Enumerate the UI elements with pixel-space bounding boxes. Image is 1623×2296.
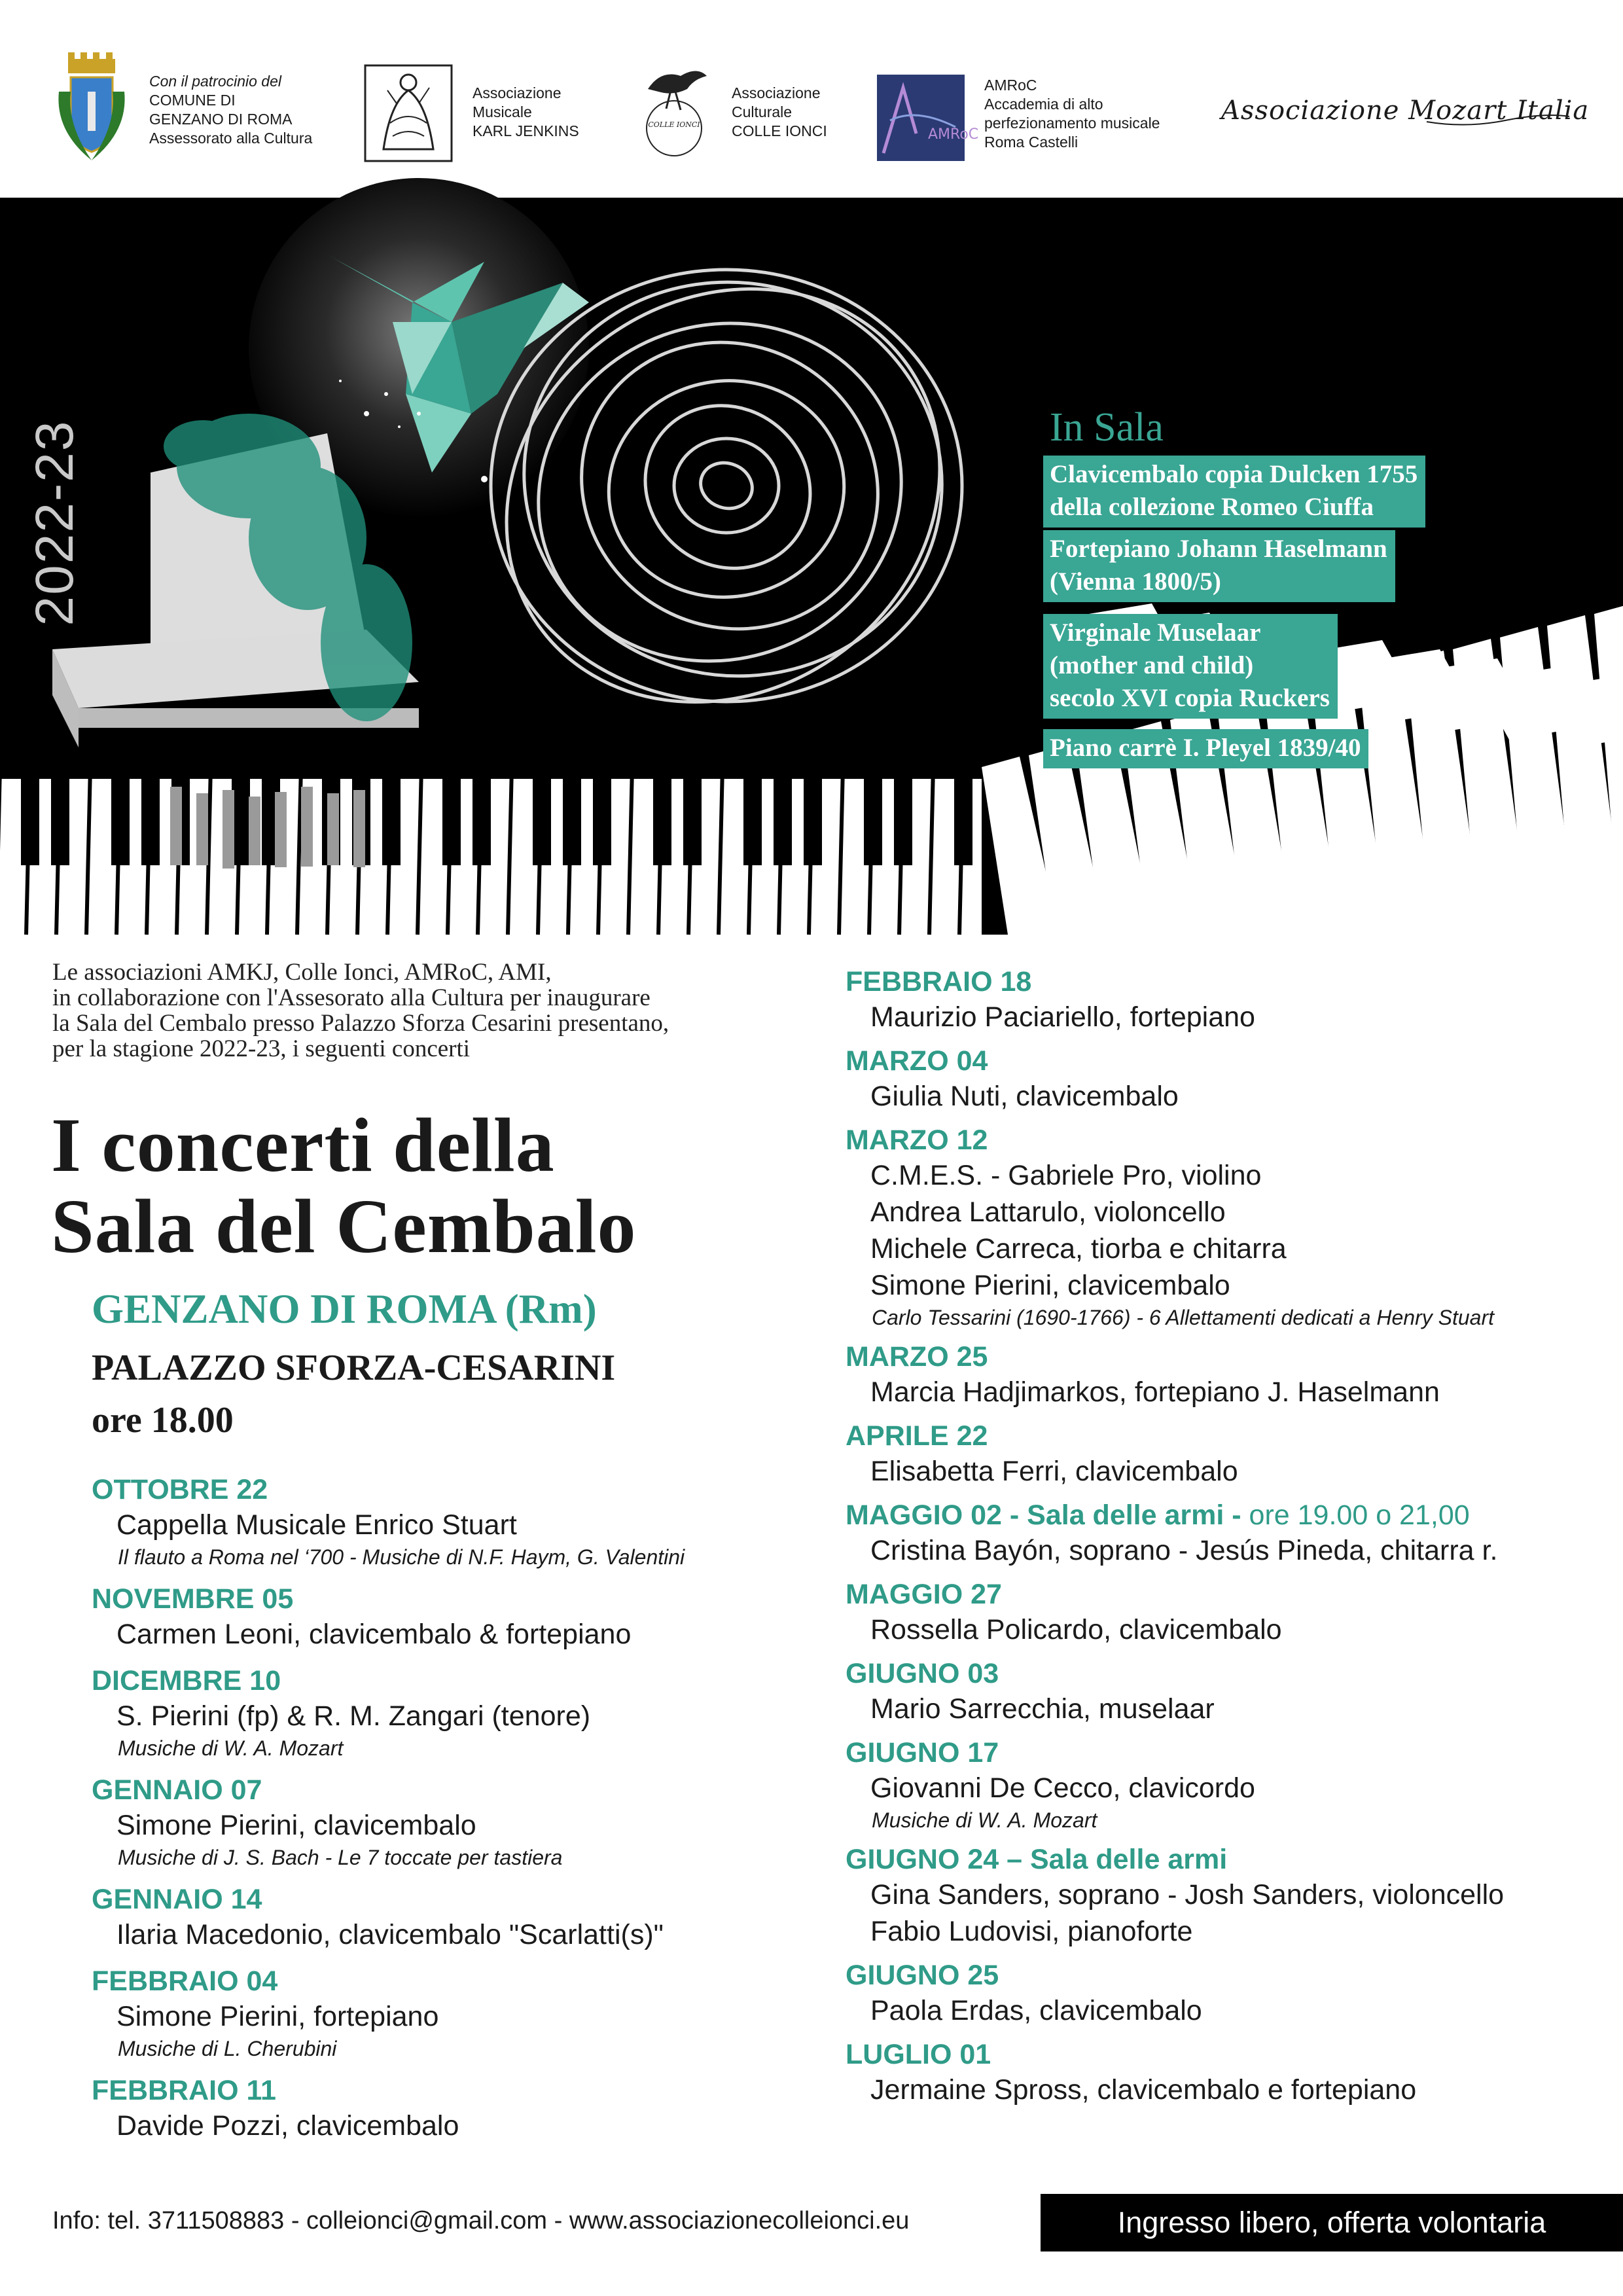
amroc-logo-icon [877, 75, 979, 161]
amroc-line3: Roma Castelli [984, 134, 1079, 151]
concert-date [846, 1577, 1504, 1611]
comune-line1: COMUNE DI [149, 92, 236, 109]
concert-date-text: DICEMBRE 10 [92, 1665, 281, 1696]
page-title [51, 1102, 836, 1269]
mozart-italia-logo: Associazione Mozart Italia [1221, 96, 1590, 126]
performer-line: Paola Erdas, clavicembalo [870, 1995, 1202, 2026]
colle-ionci-logo-icon [635, 63, 713, 161]
concert-entry [92, 1664, 685, 1762]
performer-line: Michele Carreca, tiorba e chitarra [870, 1233, 1287, 1265]
black-key [563, 767, 581, 865]
performer-line: Andrea Lattarulo, violoncello [870, 1196, 1226, 1228]
black-key [864, 767, 882, 865]
mozart-flourish-icon [1427, 109, 1571, 128]
performer-line: Giovanni De Cecco, clavicordo [870, 1772, 1255, 1804]
in-sala-item [1043, 614, 1338, 719]
title-line-2: Sala del Cembalo [51, 1183, 637, 1269]
black-key [473, 767, 491, 865]
concert-date-text: OTTOBRE 22 [92, 1474, 268, 1505]
concert-date [846, 1340, 1504, 1374]
intro-line: Le associazioni AMKJ, Colle Ionci, AMRoC, AMI, [52, 959, 552, 986]
concert-date [846, 1842, 1504, 1876]
concert-date-text: MARZO 12 [846, 1124, 988, 1156]
concert-date [92, 1882, 685, 1916]
black-key [774, 767, 792, 865]
performer-line: Marcia Hadjimarkos, fortepiano J. Haselmann [870, 1376, 1440, 1408]
in-sala-item [1043, 456, 1425, 528]
performer-line: Maurizio Paciariello, fortepiano [870, 1001, 1255, 1033]
performer-line: Elisabetta Ferri, clavicembalo [870, 1456, 1238, 1487]
performer-line: Carmen Leoni, clavicembalo & fortepiano [116, 1619, 632, 1650]
concert-date [92, 1664, 685, 1698]
performer-line: Davide Pozzi, clavicembalo [116, 2110, 459, 2142]
amroc-logo-text: AMRoC [928, 126, 979, 143]
concert-entry [92, 1882, 685, 1953]
in-sala-item-line: Piano carrè I. Pleyel 1839/40 [1050, 734, 1361, 762]
black-key [593, 767, 611, 865]
program-note: Musiche di W. A. Mozart [118, 1736, 344, 1760]
in-sala-item [1043, 530, 1395, 602]
intro-line: la Sala del Cembalo presso Palazzo Sforza Cesarini presentano, [52, 1010, 669, 1037]
amroc-line1: Accademia di alto [984, 96, 1103, 113]
concert-entry [846, 965, 1504, 1035]
in-sala-item-line: della collezione Romeo Ciuffa [1050, 493, 1374, 521]
free-entry-banner: Ingresso libero, offerta volontaria [1041, 2194, 1623, 2251]
performer-line: C.M.E.S. - Gabriele Pro, violino [870, 1160, 1262, 1191]
performer-line: Rossella Policardo, clavicembalo [870, 1614, 1282, 1645]
in-sala-item-line: Virginale Muselaar [1050, 619, 1261, 647]
in-sala-item-line: secolo XVI copia Ruckers [1050, 684, 1330, 712]
concert-entry [846, 1577, 1504, 1648]
intro-line: in collaborazione con l'Assesorato alla Cultura per inaugurare [52, 984, 651, 1011]
colleionci-line1: Associazione [732, 84, 821, 101]
concert-entry [92, 1964, 685, 2062]
black-key [111, 767, 130, 865]
concert-date [846, 1123, 1504, 1157]
black-key [804, 767, 822, 865]
performer-line: Gina Sanders, soprano - Josh Sanders, violoncello [870, 1879, 1505, 1910]
concert-date-text: MAGGIO 02 - Sala delle armi - [846, 1499, 1241, 1531]
concert-date [92, 1473, 685, 1507]
sponsor-bar [0, 0, 1623, 196]
black-key [653, 767, 671, 865]
concert-entry [846, 1657, 1504, 1727]
concert-date [846, 1736, 1504, 1770]
concert-date [846, 2037, 1504, 2072]
hero-banner [0, 198, 1623, 935]
intro-paragraph [52, 960, 798, 1062]
colle-ionci-logo-text: COLLE IONCI [648, 120, 700, 129]
season-label [25, 414, 84, 626]
in-sala-item-line: Clavicembalo copia Dulcken 1755 [1050, 460, 1418, 488]
jenkins-line1: Associazione [473, 84, 562, 101]
amroc-text [984, 76, 1160, 152]
concert-entry [846, 1340, 1504, 1410]
performer-line: Ilaria Macedonio, clavicembalo "Scarlatti(s)" [116, 1919, 664, 1950]
concert-date-text: GIUGNO 03 [846, 1658, 999, 1689]
in-sala-item-line: (mother and child) [1050, 651, 1254, 679]
concert-entry [92, 1773, 685, 1871]
contact-info: Info: tel. 3711508883 - colleionci@gmail.com - www.associazionecolleionci.eu [52, 2207, 910, 2234]
concert-date [846, 965, 1504, 999]
black-key [21, 767, 39, 865]
concert-entry [92, 2073, 685, 2144]
program-note: Musiche di L. Cherubini [118, 2037, 337, 2060]
colleionci-text [732, 84, 827, 141]
concert-date-text: MAGGIO 27 [846, 1579, 1002, 1610]
concert-entry [92, 1473, 685, 1571]
patrocinio-label: Con il patrocinio del [149, 73, 282, 90]
colleionci-line3: COLLE IONCI [732, 122, 827, 139]
in-sala-item-line: (Vienna 1800/5) [1050, 567, 1221, 596]
performer-line: Simone Pierini, clavicembalo [870, 1270, 1230, 1301]
concert-entry [846, 1044, 1504, 1115]
jenkins-text [473, 84, 579, 141]
concert-date-text: FEBBRAIO 04 [92, 1965, 278, 1997]
black-key [51, 767, 69, 865]
concert-date [846, 1657, 1504, 1691]
comune-line3: Assessorato alla Cultura [149, 130, 313, 147]
start-time: ore 18.00 [92, 1400, 234, 1441]
in-sala-item-line: Fortepiano Johann Haselmann [1050, 535, 1387, 563]
concert-date-text: MARZO 04 [846, 1045, 988, 1077]
concert-date-text: FEBBRAIO 18 [846, 966, 1032, 997]
city-heading: GENZANO DI ROMA (Rm) [92, 1286, 597, 1332]
concert-entry [846, 1498, 1504, 1569]
right-events-list [846, 965, 1504, 2117]
black-key [442, 767, 461, 865]
concert-date-text: GENNAIO 07 [92, 1774, 262, 1806]
program-note: Musiche di J. S. Bach - Le 7 toccate per tastiera [118, 1846, 563, 1869]
concert-date-text: MARZO 25 [846, 1341, 988, 1372]
performer-line: Giulia Nuti, clavicembalo [870, 1081, 1179, 1112]
concert-date-text: APRILE 22 [846, 1420, 988, 1452]
concert-date [92, 1964, 685, 1998]
black-key [683, 767, 702, 865]
concert-date-text: LUGLIO 01 [846, 2039, 991, 2070]
genzano-crest-icon [52, 52, 131, 167]
concert-entry [846, 1736, 1504, 1834]
performer-line: Simone Pierini, clavicembalo [116, 1810, 476, 1841]
program-note: Musiche di W. A. Mozart [872, 1808, 1097, 1832]
colleionci-line2: Culturale [732, 103, 793, 120]
concert-date [92, 2073, 685, 2108]
black-key [894, 767, 912, 865]
concert-date [846, 1498, 1504, 1532]
concert-entry [846, 1958, 1504, 2029]
performer-line: Cristina Bayón, soprano - Jesús Pineda, chitarra r. [870, 1535, 1498, 1566]
performer-line: S. Pierini (fp) & R. M. Zangari (tenore) [116, 1700, 591, 1732]
concert-date-text: NOVEMBRE 05 [92, 1583, 294, 1615]
performer-line: Jermaine Spross, clavicembalo e fortepiano [870, 2074, 1417, 2106]
program-note: Carlo Tessarini (1690-1766) - 6 Allettamenti dedicati a Henry Stuart [872, 1306, 1494, 1329]
title-line-1: I concerti della [51, 1102, 555, 1188]
concert-date [846, 1958, 1504, 1992]
performer-line: Fabio Ludovisi, pianoforte [870, 1916, 1193, 1947]
concert-entry [846, 1842, 1504, 1950]
concert-date-text: GIUGNO 17 [846, 1737, 999, 1768]
black-key [232, 767, 250, 865]
concert-entry [846, 2037, 1504, 2108]
concert-date-text: GENNAIO 14 [92, 1884, 262, 1915]
black-key [533, 767, 551, 865]
black-key [382, 767, 401, 865]
intro-line: per la stagione 2022-23, i seguenti concerti [52, 1035, 471, 1062]
concert-date-text: FEBBRAIO 11 [92, 2075, 276, 2106]
concert-date [846, 1044, 1504, 1078]
karl-jenkins-logo-icon [364, 64, 453, 162]
jenkins-line2: Musicale [473, 103, 532, 120]
left-events-list [92, 1473, 685, 2155]
amroc-line2: perfezionamento musicale [984, 115, 1160, 132]
concert-date [846, 1419, 1504, 1453]
concert-date-text: GIUGNO 24 – Sala delle armi [846, 1844, 1228, 1875]
comune-line2: GENZANO DI ROMA [149, 111, 293, 128]
venue-heading: PALAZZO SFORZA-CESARINI [92, 1348, 616, 1388]
concert-date-text: GIUGNO 25 [846, 1960, 999, 1991]
comune-text [149, 72, 312, 148]
black-key [141, 767, 160, 865]
performer-line: Cappella Musicale Enrico Stuart [116, 1509, 517, 1541]
performer-line: Simone Pierini, fortepiano [116, 2001, 439, 2032]
concert-entry [92, 1582, 685, 1653]
performer-line: Mario Sarrecchia, muselaar [870, 1693, 1215, 1725]
concert-entry [846, 1419, 1504, 1490]
in-sala-title: In Sala [1050, 405, 1164, 450]
concert-date [92, 1773, 685, 1807]
concert-time-extra: ore 19.00 o 21,00 [1241, 1499, 1470, 1531]
black-key [743, 767, 762, 865]
amroc-name: AMRoC [984, 77, 1037, 94]
black-key [954, 767, 972, 865]
concert-date [92, 1582, 685, 1616]
program-note: Il flauto a Roma nel ‘700 - Musiche di N.F. Haym, G. Valentini [118, 1545, 685, 1569]
in-sala-item [1043, 729, 1368, 768]
concert-entry [846, 1123, 1504, 1331]
jenkins-line3: KARL JENKINS [473, 122, 579, 139]
season-text: 2022-23 [25, 420, 84, 626]
